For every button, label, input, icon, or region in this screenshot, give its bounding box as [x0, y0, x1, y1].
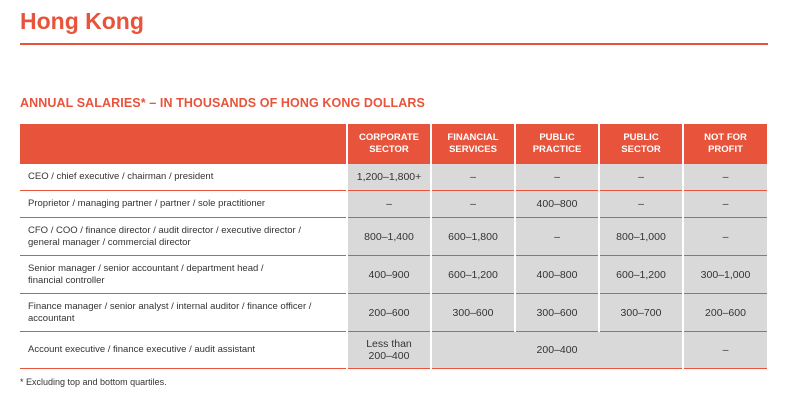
value-cell: 600–1,200	[431, 256, 515, 294]
role-text: accountant	[28, 312, 75, 324]
value-cell: –	[683, 164, 767, 191]
value-cell: –	[599, 164, 683, 191]
header-text: SECTOR	[621, 144, 661, 155]
table-row	[20, 164, 767, 191]
value-cell: 400–900	[347, 256, 431, 294]
value-cell: 600–1,200	[599, 256, 683, 294]
role-text: CEO / chief executive / chairman / president	[28, 171, 214, 182]
value-cell: 400–800	[515, 191, 599, 218]
role-cell	[20, 256, 347, 294]
value-cell: 600–1,800	[431, 218, 515, 256]
header-role	[20, 124, 347, 164]
header-text: NOT FOR	[704, 132, 747, 143]
role-cell	[20, 332, 347, 369]
value-cell: –	[431, 164, 515, 191]
header-not-for-profit	[683, 124, 767, 164]
header-text: PROFIT	[708, 144, 743, 155]
value-cell: 300–600	[515, 294, 599, 332]
value-cell: –	[683, 191, 767, 218]
header-text: CORPORATE	[359, 132, 419, 143]
salary-table	[20, 124, 767, 369]
header-text: PRACTICE	[532, 144, 582, 155]
role-text: general manager / commercial director	[28, 236, 191, 248]
value-cell: –	[431, 191, 515, 218]
value-cell: 200–600	[347, 294, 431, 332]
value-cell: –	[599, 191, 683, 218]
role-cell	[20, 164, 347, 191]
merged-value-cell: 200–400	[431, 332, 683, 369]
value-cell: 400–800	[515, 256, 599, 294]
role-text: Finance manager / senior analyst / internal auditor / finance officer /	[28, 300, 312, 312]
value-text: Less than	[366, 338, 412, 350]
header-text: PUBLIC	[623, 132, 659, 143]
page-title: Hong Kong	[20, 8, 144, 34]
value-cell: 200–600	[683, 294, 767, 332]
table-row	[20, 256, 767, 294]
role-cell	[20, 191, 347, 218]
value-cell: –	[347, 191, 431, 218]
value-cell: –	[515, 164, 599, 191]
table-row	[20, 191, 767, 218]
title-divider	[20, 43, 768, 45]
role-text: Proprietor / managing partner / partner / sole practitioner	[28, 198, 266, 209]
table-row	[20, 294, 767, 332]
value-cell: 800–1,400	[347, 218, 431, 256]
value-cell: 300–1,000	[683, 256, 767, 294]
header-public-practice	[515, 124, 599, 164]
value-cell: –	[515, 218, 599, 256]
table-row	[20, 332, 767, 369]
value-cell: –	[683, 332, 767, 369]
role-text: Senior manager / senior accountant / department head /	[28, 262, 264, 274]
header-text: SERVICES	[449, 144, 497, 155]
footnote: * Excluding top and bottom quartiles.	[20, 377, 167, 387]
role-cell	[20, 294, 347, 332]
role-text: Account executive / finance executive / audit assistant	[28, 344, 256, 355]
header-row	[20, 124, 767, 164]
header-corporate-sector	[347, 124, 431, 164]
role-text: CFO / COO / finance director / audit director / executive director /	[28, 224, 301, 236]
value-cell: 300–600	[431, 294, 515, 332]
header-financial-services	[431, 124, 515, 164]
role-cell	[20, 218, 347, 256]
table-subtitle: ANNUAL SALARIES* – IN THOUSANDS OF HONG KONG DOLLARS	[20, 96, 425, 110]
value-cell: 1,200–1,800+	[347, 164, 431, 191]
header-text: PUBLIC	[539, 132, 575, 143]
value-cell: 800–1,000	[599, 218, 683, 256]
value-cell: –	[683, 218, 767, 256]
value-text: 200–400	[368, 350, 410, 362]
header-text: FINANCIAL	[447, 132, 499, 143]
header-public-sector	[599, 124, 683, 164]
value-cell: 300–700	[599, 294, 683, 332]
value-cell	[347, 332, 431, 369]
role-text: financial controller	[28, 274, 105, 286]
header-text: SECTOR	[369, 144, 409, 155]
table-row	[20, 218, 767, 256]
